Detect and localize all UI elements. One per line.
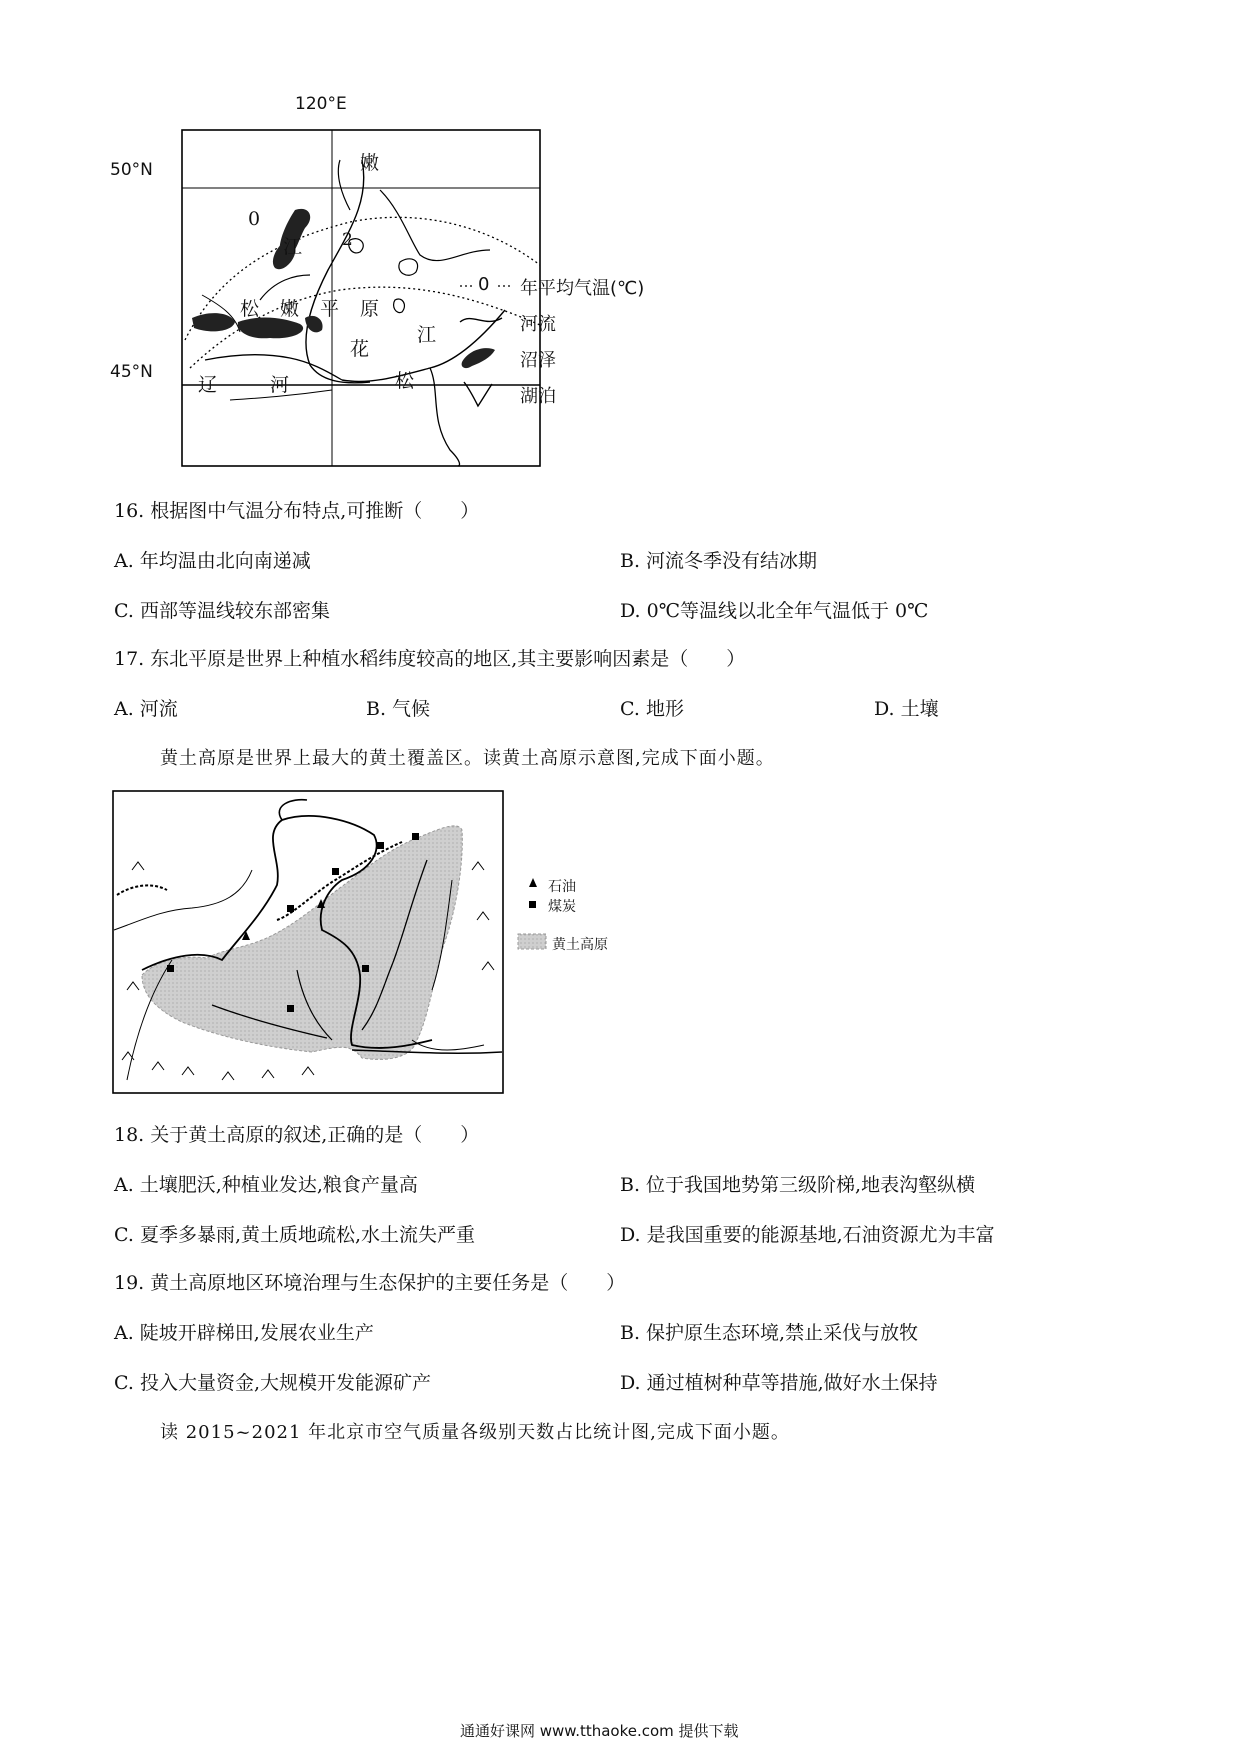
question-19-option-c: C. 投入大量资金,大规模开发能源矿产 bbox=[114, 1372, 431, 1394]
loess-plateau-map bbox=[112, 790, 632, 1096]
place-label-ping: 平 bbox=[320, 298, 340, 320]
legend-isotherm-value: 0 bbox=[478, 274, 490, 295]
place-label-nen: 嫩 bbox=[360, 152, 380, 174]
question-17-stem: 17. 东北平原是世界上种植水稻纬度较高的地区,其主要影响因素是（ ） bbox=[114, 648, 746, 670]
isotherm-label-0: 0 bbox=[248, 208, 261, 230]
place-label-hua: 花 bbox=[350, 338, 370, 360]
legend-isotherm-label: 年平均气温(℃) bbox=[520, 278, 645, 299]
place-label-song: 松 bbox=[240, 298, 260, 320]
latitude-50-label: 50°N bbox=[110, 160, 153, 180]
question-16-stem: 16. 根据图中气温分布特点,可推断（ ） bbox=[114, 500, 480, 522]
question-18-option-d: D. 是我国重要的能源基地,石油资源尤为丰富 bbox=[620, 1224, 995, 1246]
place-label-liao: 辽 bbox=[198, 374, 218, 396]
longitude-label: 120°E bbox=[295, 94, 347, 114]
question-18-option-a: A. 土壤肥沃,种植业发达,粮食产量高 bbox=[114, 1174, 418, 1196]
legend-swamp-label: 沼泽 bbox=[520, 350, 556, 371]
question-19-option-d: D. 通过植树种草等措施,做好水土保持 bbox=[620, 1372, 938, 1394]
songnen-map bbox=[110, 94, 730, 470]
question-17-option-c: C. 地形 bbox=[620, 698, 684, 720]
place-label-yuan: 原 bbox=[360, 298, 380, 320]
question-16-option-c: C. 西部等温线较东部密集 bbox=[114, 600, 330, 622]
place-label-jiang2: 江 bbox=[417, 324, 437, 346]
question-19-option-b: B. 保护原生态环境,禁止采伐与放牧 bbox=[620, 1322, 919, 1344]
loess-intro-text: 黄土高原是世界上最大的黄土覆盖区。读黄土高原示意图,完成下面小题。 bbox=[160, 748, 775, 769]
place-label-jiang: 江 bbox=[283, 236, 303, 258]
isotherm-label-2: 2 bbox=[342, 230, 353, 250]
question-16-option-a: A. 年均温由北向南递减 bbox=[114, 550, 311, 572]
question-16-option-b: B. 河流冬季没有结冰期 bbox=[620, 550, 818, 572]
place-label-song2: 松 bbox=[395, 370, 415, 392]
legend-river-label: 河流 bbox=[520, 314, 556, 335]
question-17-option-b: B. 气候 bbox=[366, 698, 431, 720]
legend-oil-label: 石油 bbox=[548, 879, 576, 895]
question-17-option-d: D. 土壤 bbox=[874, 698, 939, 720]
question-19-stem: 19. 黄土高原地区环境治理与生态保护的主要任务是（ ） bbox=[114, 1272, 626, 1294]
question-18-stem: 18. 关于黄土高原的叙述,正确的是（ ） bbox=[114, 1124, 480, 1146]
legend-lake-label: 湖泊 bbox=[520, 386, 556, 407]
place-label-nen2: 嫩 bbox=[280, 298, 300, 320]
footer-text: 通通好课网 www.tthaoke.com 提供下载 bbox=[460, 1722, 739, 1740]
beijing-intro-text: 读 2015~2021 年北京市空气质量各级别天数占比统计图,完成下面小题。 bbox=[160, 1422, 790, 1443]
question-16-option-d: D. 0℃等温线以北全年气温低于 0℃ bbox=[620, 600, 929, 622]
question-18-option-b: B. 位于我国地势第三级阶梯,地表沟壑纵横 bbox=[620, 1174, 976, 1196]
legend-coal-label: 煤炭 bbox=[548, 899, 576, 915]
question-18-option-c: C. 夏季多暴雨,黄土质地疏松,水土流失严重 bbox=[114, 1224, 476, 1246]
place-label-he: 河 bbox=[270, 374, 290, 396]
legend-plateau-label: 黄土高原 bbox=[552, 937, 608, 953]
question-17-option-a: A. 河流 bbox=[114, 698, 178, 720]
latitude-45-label: 45°N bbox=[110, 362, 153, 382]
question-19-option-a: A. 陡坡开辟梯田,发展农业生产 bbox=[114, 1322, 374, 1344]
